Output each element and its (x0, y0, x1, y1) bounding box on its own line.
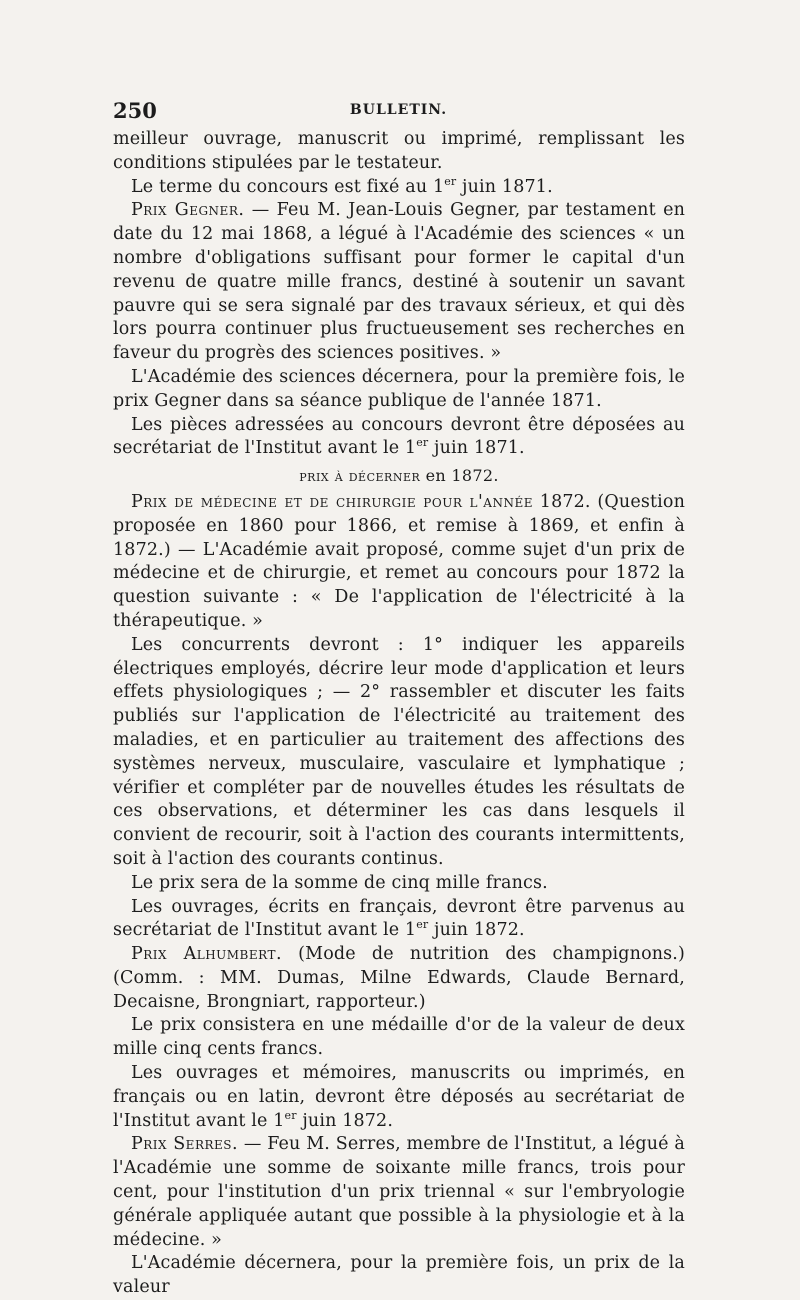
paragraph-text: Les concurrents devront : 1° indiquer les appareils électriques employés, décrire leur mode d'application et leurs effets physiologiques ; — 2° rassembler et discuter les faits publiés sur l'application de l'électricité au traitement des maladies, et en particulier au traitement des affections des systèmes nerveux, musculaire, vasculaire et lymphatique ; vérifier et compléter par de nouvelles études les résultats de ces observations, et déterminer les cas dans lesquels il convient de recourir, soit à l'action des courants intermittents, soit à l'action des courants continus. (113, 634, 685, 869)
paragraph-text: meilleur ouvrage, manuscrit ou imprimé, remplissant les conditions stipulées par le testateur. (113, 129, 685, 173)
body-text (113, 128, 685, 1300)
superscript: er (444, 174, 457, 188)
section-title (113, 464, 685, 488)
paragraph-text: juin 1872. (296, 1110, 394, 1131)
paragraph-text: — Feu M. Serres, membre de l'Institut, a légué à l'Académie une somme de soixante mille francs, trois pour cent, pour l'institution d'un prix triennal « sur l'embryologie générale appliquée autant que possible à la physiologie et à la médecine. » (113, 1134, 685, 1250)
superscript: er (416, 436, 429, 450)
paragraph-text: Les ouvrages et mémoires, manuscrits ou imprimés, en français ou en latin, devront être déposés au secrétariat de l'Institut avant le 1 (113, 1063, 685, 1131)
paragraph-gegner-award (113, 366, 685, 414)
paragraph-serres-award (113, 1252, 685, 1300)
page-header (113, 98, 684, 122)
paragraph-prix-gegner (113, 199, 685, 366)
paragraph-text: Le terme du concours est fixé au 1 (131, 176, 445, 197)
section-title-year: en 1872. (420, 466, 499, 486)
running-title: BULLETIN. (349, 102, 448, 118)
paragraph-alhumbert-medal (113, 1014, 685, 1062)
paragraph-conditions (113, 128, 685, 176)
paragraph-gegner-submission (113, 414, 685, 462)
section-title-smallcaps: prix à décerner (299, 466, 421, 486)
paragraph-concurrents (113, 634, 685, 872)
paragraph-text: 1872. (Question proposée en 1860 pour 1866, et remise à 1869, et enfin à 1872.) — L'Académie avait proposé, comme sujet d'un prix de médecine et de chirurgie, et remet au concours pour 1872 la question suivante : « De l'application de l'électricité à la thérapeutique. » (113, 491, 686, 631)
paragraph-medecine-submission (113, 896, 685, 944)
paragraph-text: Les ouvrages, écrits en français, devront être parvenus au secrétariat de l'Institut avant le 1 (113, 896, 685, 941)
paragraph-prix-alhumbert (113, 943, 685, 1014)
paragraph-prize-amount (113, 872, 685, 896)
paragraph-text: juin 1871. (428, 438, 525, 459)
prize-title: Prix Alhumbert. (131, 944, 283, 965)
paragraph-alhumbert-submission (113, 1062, 685, 1133)
paragraph-prix-medecine (113, 491, 685, 634)
page-number: 250 (113, 98, 157, 123)
paragraph-text: Les pièces adressées au concours devront être déposées au secrétariat de l'Institut avant le 1 (113, 414, 685, 459)
paragraph-prix-serres (113, 1133, 685, 1252)
paragraph-text: juin 1871. (456, 176, 553, 197)
paragraph-text: (Mode de nutrition des champignons.) (Comm. : MM. Dumas, Milne Edwards, Claude Bernard, Decaisne, Brongniart, rapporteur.) (113, 944, 685, 1012)
paragraph-text: Le prix consistera en une médaille d'or de la valeur de deux mille cinq cents francs. (113, 1015, 685, 1060)
paragraph-deadline-1871 (113, 176, 685, 200)
paragraph-text: Le prix sera de la somme de cinq mille francs. (131, 872, 548, 893)
paragraph-text: L'Académie décernera, pour la première fois, un prix de la valeur (113, 1253, 685, 1298)
prize-title: Prix de médecine et de chirurgie pour l'année (131, 491, 533, 512)
superscript: er (284, 1108, 297, 1122)
paragraph-text: L'Académie des sciences décernera, pour la première fois, le prix Gegner dans sa séance publique de l'année 1871. (113, 366, 685, 411)
prize-title: Prix Gegner. (131, 200, 245, 221)
superscript: er (416, 918, 429, 932)
paragraph-text: juin 1872. (428, 920, 525, 941)
paragraph-text: — Feu M. Jean-Louis Gegner, par testament en date du 12 mai 1868, a légué à l'Académie des sciences « un nombre d'obligations suffisant pour former le capital d'un revenu de quatre mille francs, destiné à soutenir un savant pauvre qui se sera signalé par des travaux sérieux, et qui dès lors pourra continuer plus fructueusement ses recherches en faveur du progrès des sciences positives. » (113, 200, 685, 364)
prize-title: Prix Serres. (131, 1134, 239, 1155)
